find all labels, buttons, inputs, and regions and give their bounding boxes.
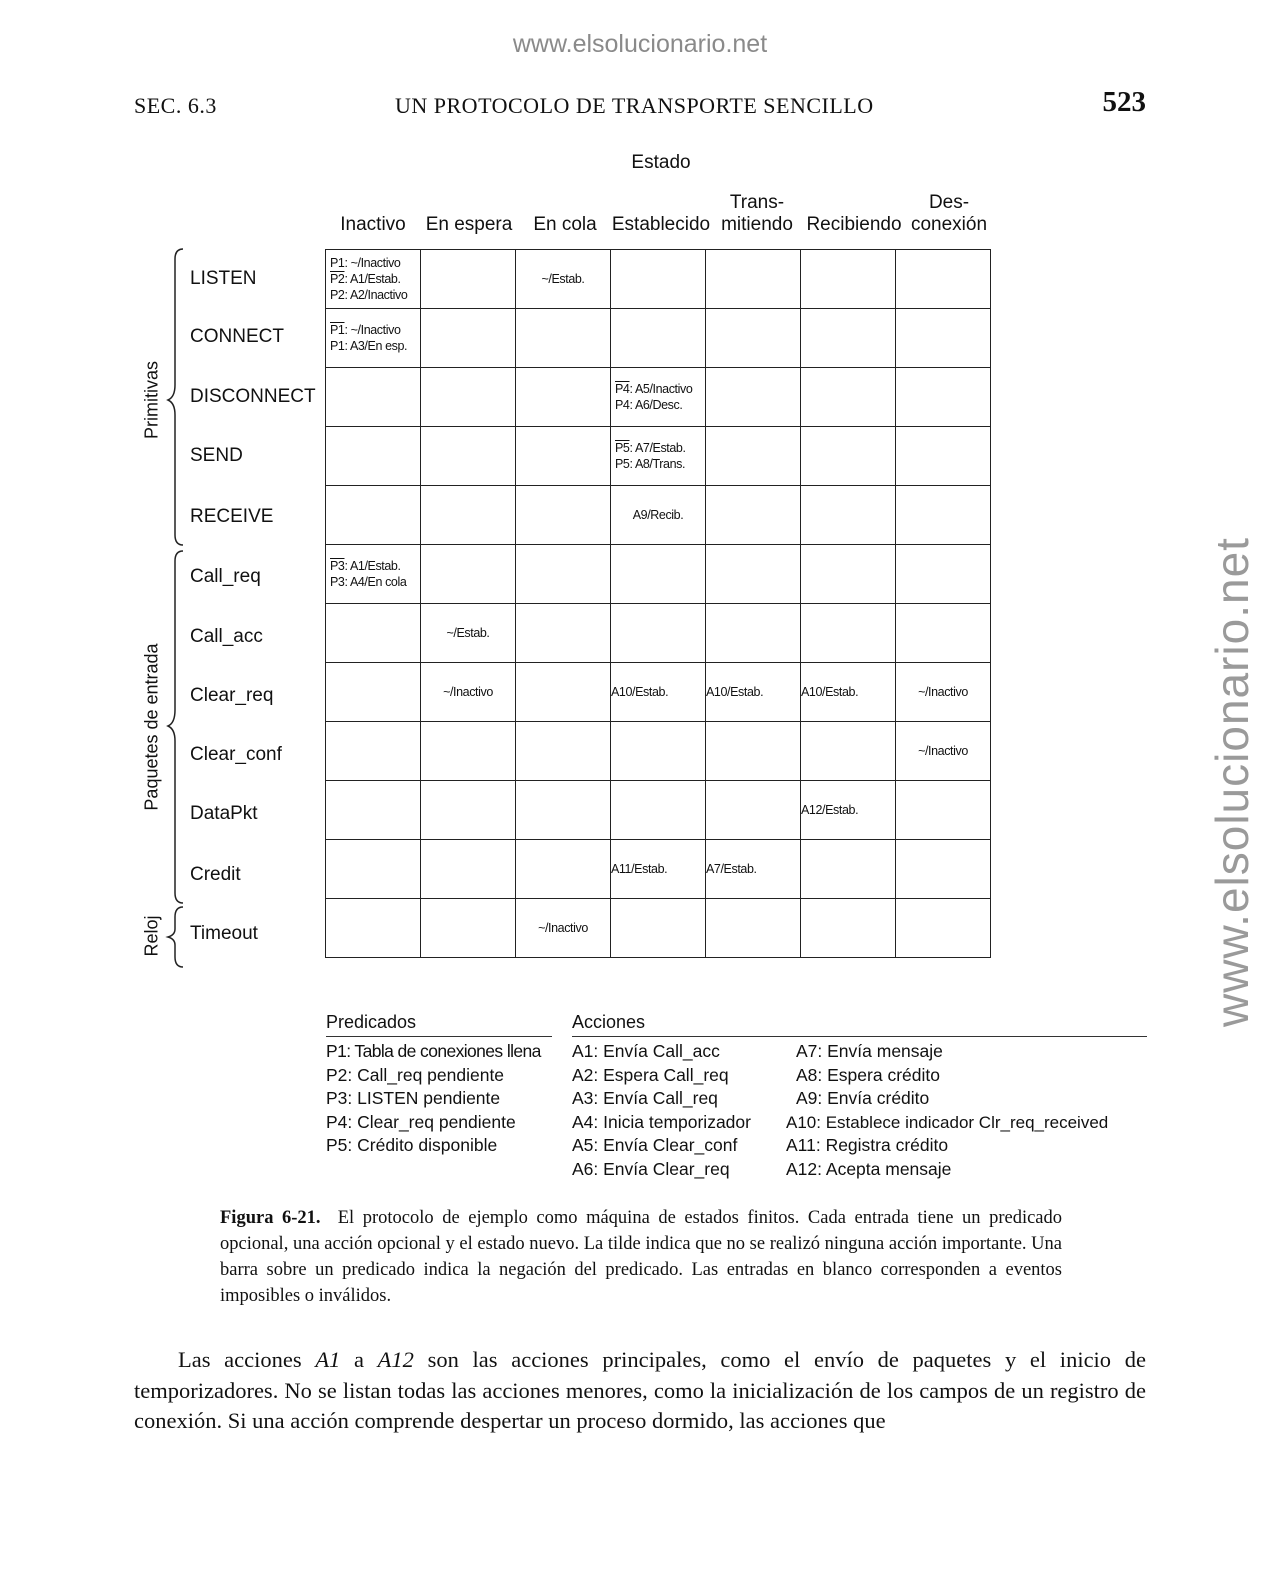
table-cell <box>896 427 991 486</box>
table-row <box>326 309 991 368</box>
table-cell <box>801 250 896 309</box>
predicate-item: P1: Tabla de conexiones llena <box>326 1041 541 1061</box>
table-cell <box>611 899 706 958</box>
table-cell <box>706 368 801 427</box>
watermark-top: www.elsolucionario.net <box>512 30 768 58</box>
cell-clearreq-recibiendo: A10/Estab. <box>801 663 896 722</box>
row-label-call-acc: Call_acc <box>190 626 263 647</box>
cell-send-establecido: P5: A7/Estab. P5: A8/Trans. <box>611 427 706 486</box>
row-label-call-req: Call_req <box>190 566 261 587</box>
row-label-receive: RECEIVE <box>190 506 274 527</box>
table-cell <box>801 840 896 899</box>
action-item: A2: Espera Call_req <box>572 1064 729 1085</box>
table-cell <box>801 309 896 368</box>
table-cell <box>896 545 991 604</box>
col-header-establecido: Establecido <box>611 214 711 235</box>
group-label-paquetes: Paquetes de entrada <box>141 643 162 811</box>
cell-receive-establecido: A9/Recib. <box>611 486 706 545</box>
col-header-en-cola: En cola <box>533 214 597 235</box>
table-cell <box>706 545 801 604</box>
table-cell <box>896 604 991 663</box>
table-cell <box>611 545 706 604</box>
col-header-desconexion: Des- conexión <box>910 192 988 235</box>
table-cell <box>516 309 611 368</box>
row-label-connect: CONNECT <box>190 326 284 347</box>
table-row <box>326 545 991 604</box>
table-cell <box>421 899 516 958</box>
table-row <box>326 486 991 545</box>
states-title: Estado <box>631 152 691 173</box>
table-cell <box>421 545 516 604</box>
table-cell <box>706 722 801 781</box>
table-cell <box>611 604 706 663</box>
table-row <box>326 840 991 899</box>
table-row <box>326 722 991 781</box>
col-header-inactivo: Inactivo <box>340 214 406 235</box>
table-cell <box>896 309 991 368</box>
page-number: 523 <box>1102 86 1146 118</box>
cell-callacc-enespera: ~/Estab. <box>421 604 516 663</box>
row-label-clear-conf: Clear_conf <box>190 744 282 765</box>
predicates-title: Predicados <box>326 1012 417 1032</box>
cell-timeout-encola: ~/Inactivo <box>516 899 611 958</box>
row-label-credit: Credit <box>190 864 241 885</box>
state-transition-table <box>325 249 991 958</box>
brace-clock <box>168 907 183 967</box>
action-item: A12: Acepta mensaje <box>786 1158 952 1179</box>
action-item: A1: Envía Call_acc <box>572 1041 720 1061</box>
predicates-list <box>326 1040 541 1158</box>
cell-clearreq-establecido: A10/Estab. <box>611 663 706 722</box>
table-cell <box>801 899 896 958</box>
action-item: A3: Envía Call_req <box>572 1088 718 1108</box>
table-row <box>326 427 991 486</box>
row-label-listen: LISTEN <box>190 268 257 289</box>
table-cell <box>896 899 991 958</box>
cell-connect-inactivo: P1: ~/Inactivo P1: A3/En esp. <box>326 309 421 368</box>
table-cell <box>326 663 421 722</box>
col-header-transmitiendo: Trans- mitiendo <box>721 192 793 235</box>
brace-packets <box>168 551 183 903</box>
table-row <box>326 604 991 663</box>
cell-clearconf-desconexion: ~/Inactivo <box>896 722 991 781</box>
table-cell <box>896 250 991 309</box>
table-cell <box>801 722 896 781</box>
table-cell <box>421 840 516 899</box>
table-cell <box>421 722 516 781</box>
figure-caption <box>220 1205 1062 1309</box>
table-cell <box>421 486 516 545</box>
action-item: A7: Envía mensaje <box>796 1041 943 1061</box>
action-item: A6: Envía Clear_req <box>572 1158 730 1179</box>
table-cell <box>801 604 896 663</box>
group-label-primitivas: Primitivas <box>141 360 162 440</box>
cell-datapkt-recibiendo: A12/Estab. <box>801 781 896 840</box>
table-cell <box>326 781 421 840</box>
table-cell <box>516 545 611 604</box>
table-cell <box>801 486 896 545</box>
table-cell <box>326 486 421 545</box>
predicate-item: P2: Call_req pendiente <box>326 1064 505 1085</box>
action-item: A11: Registra crédito <box>786 1135 949 1155</box>
predicate-item: P4: Clear_req pendiente <box>326 1111 516 1132</box>
predicates-rule <box>326 1036 552 1037</box>
actions-rule <box>572 1036 1147 1037</box>
actions-title: Acciones <box>572 1012 646 1032</box>
table-cell <box>326 722 421 781</box>
table-cell <box>896 840 991 899</box>
action-item: A9: Envía crédito <box>796 1088 930 1108</box>
table-cell <box>611 722 706 781</box>
col-header-recibiendo: Recibiendo <box>806 214 902 235</box>
cell-disconnect-establecido: P4: A5/Inactivo P4: A6/Desc. <box>611 368 706 427</box>
action-item: A4: Inicia temporizador <box>572 1111 751 1132</box>
row-label-send: SEND <box>190 445 243 466</box>
cell-credit-transmitiendo: A7/Estab. <box>706 840 801 899</box>
table-cell <box>516 663 611 722</box>
table-cell <box>421 250 516 309</box>
table-cell <box>326 368 421 427</box>
table-cell <box>326 604 421 663</box>
action-item: A5: Envía Clear_conf <box>572 1135 738 1155</box>
row-label-timeout: Timeout <box>190 923 258 944</box>
cell-callreq-inactivo: P3: A1/Estab. P3: A4/En cola <box>326 545 421 604</box>
table-row <box>326 899 991 958</box>
body-paragraph: Las acciones A1 a A12 son las acciones principales, como el envío de paquetes y el inicio de temporizadores. No se listan todas las acciones menores, como la inicialización de los campos de un registro de conexión. Si una acción comprende despertar un proceso dormido, las acciones que <box>134 1347 1146 1433</box>
table-cell <box>516 840 611 899</box>
table-cell <box>611 781 706 840</box>
table-cell <box>706 781 801 840</box>
cell-clearreq-enespera: ~/Inactivo <box>421 663 516 722</box>
table-cell <box>706 250 801 309</box>
table-row <box>326 250 991 309</box>
table-cell <box>611 250 706 309</box>
table-cell <box>326 427 421 486</box>
brace-primitives <box>168 249 183 545</box>
col-header-en-espera: En espera <box>425 214 513 235</box>
action-item: A10: Establece indicador Clr_req_received <box>786 1112 1109 1132</box>
table-cell <box>896 781 991 840</box>
table-cell <box>801 368 896 427</box>
row-label-disconnect: DISCONNECT <box>190 386 316 407</box>
table-cell <box>326 899 421 958</box>
table-cell <box>706 309 801 368</box>
group-label-reloj: Reloj <box>141 915 162 957</box>
table-row <box>326 663 991 722</box>
caption-text: El protocolo de ejemplo como máquina de estados finitos. Cada entrada tiene un predicado opcional, una acción opcional y el estado nuevo. La tilde indica que no se realizó ninguna acción importante. Una barra sobre un predicado indica la negación del predicado. Las entradas en blanco corresponden a eventos imposibles o inválidos. <box>220 1208 1063 1306</box>
chapter-title: UN PROTOCOLO DE TRANSPORTE SENCILLO <box>395 93 874 118</box>
actions-list-left <box>572 1040 751 1181</box>
table-cell <box>896 486 991 545</box>
action-item: A8: Espera crédito <box>796 1064 940 1085</box>
row-label-clear-req: Clear_req <box>190 685 274 706</box>
table-row <box>326 781 991 840</box>
table-cell <box>516 368 611 427</box>
cell-clearreq-desconexion: ~/Inactivo <box>896 663 991 722</box>
cell-clearreq-transmitiendo: A10/Estab. <box>706 663 801 722</box>
table-cell <box>611 309 706 368</box>
table-cell <box>421 309 516 368</box>
table-cell <box>706 899 801 958</box>
table-cell <box>706 486 801 545</box>
watermark-side: www.elsolucionario.net <box>1206 537 1258 1027</box>
table-cell <box>516 722 611 781</box>
table-cell <box>706 427 801 486</box>
section-label: SEC. 6.3 <box>134 93 217 118</box>
table-cell <box>706 604 801 663</box>
table-cell <box>516 486 611 545</box>
table-cell <box>421 427 516 486</box>
table-cell <box>516 781 611 840</box>
actions-list-right <box>786 1040 1146 1181</box>
table-row <box>326 368 991 427</box>
table-cell <box>801 545 896 604</box>
table-cell <box>516 427 611 486</box>
table-cell <box>801 427 896 486</box>
cell-listen-inactivo: P1: ~/Inactivo P2: A1/Estab. P2: A2/Inactivo <box>326 250 421 309</box>
row-label-datapkt: DataPkt <box>190 803 258 824</box>
table-cell <box>421 368 516 427</box>
cell-credit-establecido: A11/Estab. <box>611 840 706 899</box>
predicate-item: P3: LISTEN pendiente <box>326 1088 501 1108</box>
caption-label: Figura 6-21. <box>220 1208 321 1228</box>
table-cell <box>326 840 421 899</box>
table-cell <box>516 604 611 663</box>
table-cell <box>896 368 991 427</box>
predicate-item: P5: Crédito disponible <box>326 1135 498 1155</box>
table-cell <box>421 781 516 840</box>
cell-listen-encola: ~/Estab. <box>516 250 611 309</box>
